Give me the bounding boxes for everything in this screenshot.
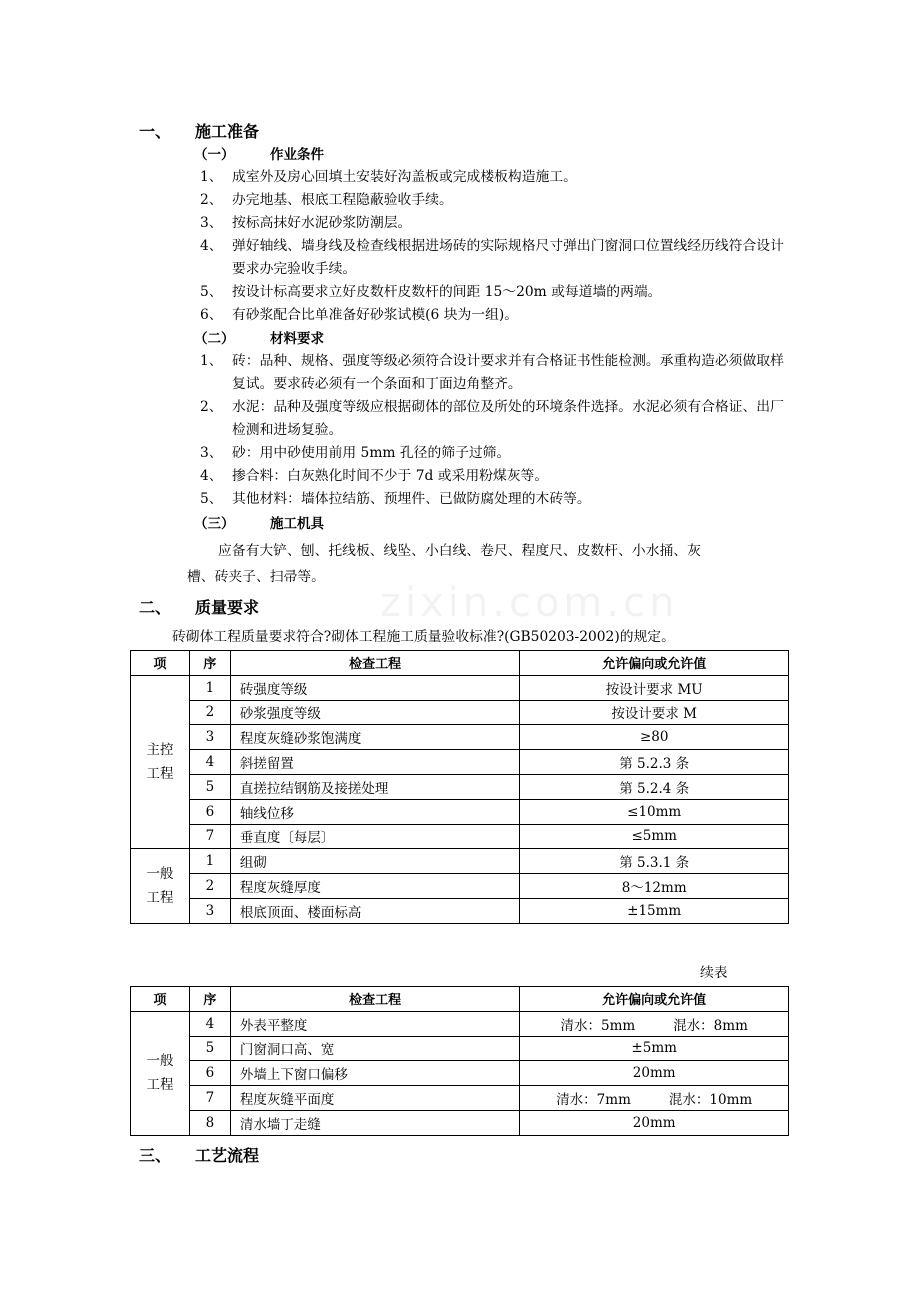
table-row bbox=[131, 874, 789, 899]
seq-cell: 8 bbox=[189, 1110, 230, 1135]
header-seq: 序 bbox=[189, 987, 230, 1012]
section-1-heading bbox=[139, 122, 259, 142]
value-clear-water: 清水：7mm bbox=[556, 1092, 631, 1109]
quality-table-continued bbox=[130, 986, 789, 1136]
quality-table bbox=[130, 650, 789, 924]
list-item-text: 按标高抹好水泥砂浆防潮层。 bbox=[232, 215, 412, 231]
list-item bbox=[200, 488, 790, 511]
seq-cell: 7 bbox=[189, 1086, 230, 1111]
tools-line-1: 应备有大铲、刨、托线板、线坠、小白线、卷尺、程度尺、皮数杆、小水捅、灰 bbox=[218, 543, 701, 559]
section-3-heading bbox=[139, 1146, 259, 1166]
table-row bbox=[131, 1086, 789, 1111]
value-cell: 第 5.2.4 条 bbox=[520, 774, 789, 799]
list-item-text: 弹好轴线、墙身线及检查线根据进场砖的实际规格尺寸弹出门窗洞口位置线经历线符合设计要求办完验收手续。 bbox=[232, 238, 784, 277]
value-cell: 20mm bbox=[520, 1061, 789, 1086]
table-header-row bbox=[131, 651, 789, 676]
header-check: 检查工程 bbox=[230, 651, 520, 676]
list-item bbox=[200, 212, 790, 235]
table-row bbox=[131, 1011, 789, 1036]
header-item: 项 bbox=[131, 987, 190, 1012]
list-item bbox=[200, 281, 790, 304]
table-row bbox=[131, 1110, 789, 1135]
section-2-number: 二、 bbox=[139, 598, 172, 617]
value-cell: 按设计要求 MU bbox=[520, 675, 789, 700]
seq-cell: 2 bbox=[189, 700, 230, 725]
value-cell: 第 5.3.1 条 bbox=[520, 849, 789, 874]
check-cell: 清水墙丁走缝 bbox=[230, 1110, 519, 1135]
seq-cell: 1 bbox=[189, 849, 230, 874]
seq-cell: 5 bbox=[189, 774, 230, 799]
table-header-row bbox=[131, 987, 789, 1012]
value-cell: ≤10mm bbox=[520, 799, 789, 824]
subsection-2-title: 材料要求 bbox=[270, 331, 324, 347]
check-cell: 程度灰缝砂浆饱满度 bbox=[230, 725, 520, 750]
value-cell: ±15mm bbox=[520, 898, 789, 923]
seq-cell: 2 bbox=[189, 874, 230, 899]
table-row bbox=[131, 1036, 789, 1061]
list-item-number: 4、 bbox=[200, 238, 223, 254]
list-item-number: 3、 bbox=[200, 445, 223, 461]
table-row bbox=[131, 700, 789, 725]
list-item-text: 砖：品种、规格、强度等级必须符合设计要求并有合格证书性能检测。承重构造必须做取样复试。要求砖必须有一个条面和丁面边角整齐。 bbox=[232, 353, 784, 392]
section-1-title: 施工准备 bbox=[195, 122, 260, 141]
table-row bbox=[131, 1061, 789, 1086]
list-item-number: 1、 bbox=[200, 353, 223, 369]
check-cell: 轴线位移 bbox=[230, 799, 520, 824]
value-cell bbox=[520, 1086, 789, 1111]
seq-cell: 4 bbox=[189, 750, 230, 775]
list-item-text: 有砂浆配合比单准备好砂浆试模(6 块为一组)。 bbox=[232, 307, 519, 323]
table-row bbox=[131, 675, 789, 700]
value-cell: ≤5mm bbox=[520, 824, 789, 849]
list-item-text: 掺合料：白灰熟化时间不少于 7d 或采用粉煤灰等。 bbox=[232, 468, 549, 484]
seq-cell: 3 bbox=[189, 725, 230, 750]
header-value: 允许偏向或允许值 bbox=[520, 987, 789, 1012]
seq-cell: 7 bbox=[189, 824, 230, 849]
list-item-number: 6、 bbox=[200, 307, 223, 323]
value-cell: 8～12mm bbox=[520, 874, 789, 899]
header-check: 检查工程 bbox=[230, 987, 519, 1012]
seq-cell: 6 bbox=[189, 799, 230, 824]
check-cell: 组砌 bbox=[230, 849, 520, 874]
list-item bbox=[200, 396, 790, 442]
value-cell: ≥80 bbox=[520, 725, 789, 750]
list-item bbox=[200, 235, 790, 281]
check-cell: 门窗洞口高、宽 bbox=[230, 1036, 519, 1061]
table-row bbox=[131, 799, 789, 824]
subsection-2-heading bbox=[194, 330, 324, 348]
list-item bbox=[200, 189, 790, 212]
group-general: 一般工程 bbox=[131, 849, 190, 923]
check-cell: 直搓拉结钢筋及接搓处理 bbox=[230, 774, 520, 799]
table-row bbox=[131, 824, 789, 849]
section-3-title: 工艺流程 bbox=[195, 1146, 260, 1165]
seq-cell: 6 bbox=[189, 1061, 230, 1086]
list-item bbox=[200, 304, 790, 327]
table-row bbox=[131, 750, 789, 775]
subsection-1-heading bbox=[194, 146, 324, 164]
check-cell: 砖强度等级 bbox=[230, 675, 520, 700]
table-row bbox=[131, 725, 789, 750]
list-item-number: 2、 bbox=[200, 399, 223, 415]
header-item: 项 bbox=[131, 651, 190, 676]
list-item-number: 5、 bbox=[200, 284, 223, 300]
check-cell: 程度灰缝厚度 bbox=[230, 874, 520, 899]
check-cell: 垂直度〔每层〕 bbox=[230, 824, 520, 849]
list-item-text: 砂：用中砂使用前用 5mm 孔径的筛子过筛。 bbox=[232, 445, 511, 461]
seq-cell: 3 bbox=[189, 898, 230, 923]
subsection-3-number: （三） bbox=[194, 516, 235, 532]
value-cell: 按设计要求 M bbox=[520, 700, 789, 725]
table-row bbox=[131, 774, 789, 799]
group-main-control: 主控工程 bbox=[131, 675, 190, 849]
continued-label: 续表 bbox=[700, 965, 728, 981]
subsection-1-number: （一） bbox=[194, 147, 235, 163]
table-row bbox=[131, 849, 789, 874]
section-2-title: 质量要求 bbox=[195, 598, 260, 617]
subsection-1-title: 作业条件 bbox=[270, 147, 324, 163]
table-row bbox=[131, 898, 789, 923]
list-item bbox=[200, 350, 790, 396]
header-seq: 序 bbox=[189, 651, 230, 676]
check-cell: 外表平整度 bbox=[230, 1011, 519, 1036]
check-cell: 外墙上下窗口偏移 bbox=[230, 1061, 519, 1086]
value-cell: 第 5.2.3 条 bbox=[520, 750, 789, 775]
value-cell: ±5mm bbox=[520, 1036, 789, 1061]
list-item-text: 其他材料：墙体拉结筋、预埋件、已做防腐处理的木砖等。 bbox=[232, 491, 591, 507]
section-3-number: 三、 bbox=[139, 1146, 172, 1165]
seq-cell: 5 bbox=[189, 1036, 230, 1061]
check-cell: 程度灰缝平面度 bbox=[230, 1086, 519, 1111]
check-cell: 斜搓留置 bbox=[230, 750, 520, 775]
list-item-text: 办完地基、根底工程隐蔽验收手续。 bbox=[232, 192, 453, 208]
tools-line-2: 槽、砖夹子、扫帚等。 bbox=[187, 569, 325, 585]
group-general: 一般工程 bbox=[131, 1011, 190, 1135]
list-item-text: 水泥：品种及强度等级应根据砌体的部位及所处的环境条件选择。水泥必须有合格证、出厂检测和进场复验。 bbox=[232, 399, 784, 438]
subsection-2-number: （二） bbox=[194, 331, 235, 347]
list-item-number: 2、 bbox=[200, 192, 223, 208]
check-cell: 根底顶面、楼面标高 bbox=[230, 898, 520, 923]
list-item bbox=[200, 465, 790, 488]
subsection-3-heading bbox=[194, 515, 324, 533]
value-cell bbox=[520, 1011, 789, 1036]
check-cell: 砂浆强度等级 bbox=[230, 700, 520, 725]
list-item-number: 1、 bbox=[200, 169, 223, 185]
section-2-heading bbox=[139, 598, 259, 618]
value-mixed-water: 混水：10mm bbox=[668, 1092, 753, 1109]
seq-cell: 4 bbox=[189, 1011, 230, 1036]
header-value: 允许偏向或允许值 bbox=[520, 651, 789, 676]
watermark: zixin.com.cn bbox=[380, 580, 679, 626]
quality-intro: 砖砌体工程质量要求符合?砌体工程施工质量验收标准?(GB50203-2002)的规定。 bbox=[172, 629, 675, 645]
value-clear-water: 清水：5mm bbox=[560, 1017, 636, 1034]
seq-cell: 1 bbox=[189, 675, 230, 700]
value-mixed-water: 混水：8mm bbox=[673, 1017, 748, 1034]
value-cell: 20mm bbox=[520, 1110, 789, 1135]
list-item-number: 5、 bbox=[200, 491, 223, 507]
list-item-text: 按设计标高要求立好皮数杆皮数杆的间距 15～20m 或每道墙的两端。 bbox=[232, 284, 662, 300]
list-item-text: 成室外及房心回填土安装好沟盖板或完成楼板构造施工。 bbox=[232, 169, 577, 185]
list-item-number: 4、 bbox=[200, 468, 223, 484]
subsection-3-title: 施工机具 bbox=[270, 516, 324, 532]
list-item bbox=[200, 166, 790, 189]
section-1-number: 一、 bbox=[139, 122, 172, 141]
list-item-number: 3、 bbox=[200, 215, 223, 231]
list-item bbox=[200, 442, 790, 465]
